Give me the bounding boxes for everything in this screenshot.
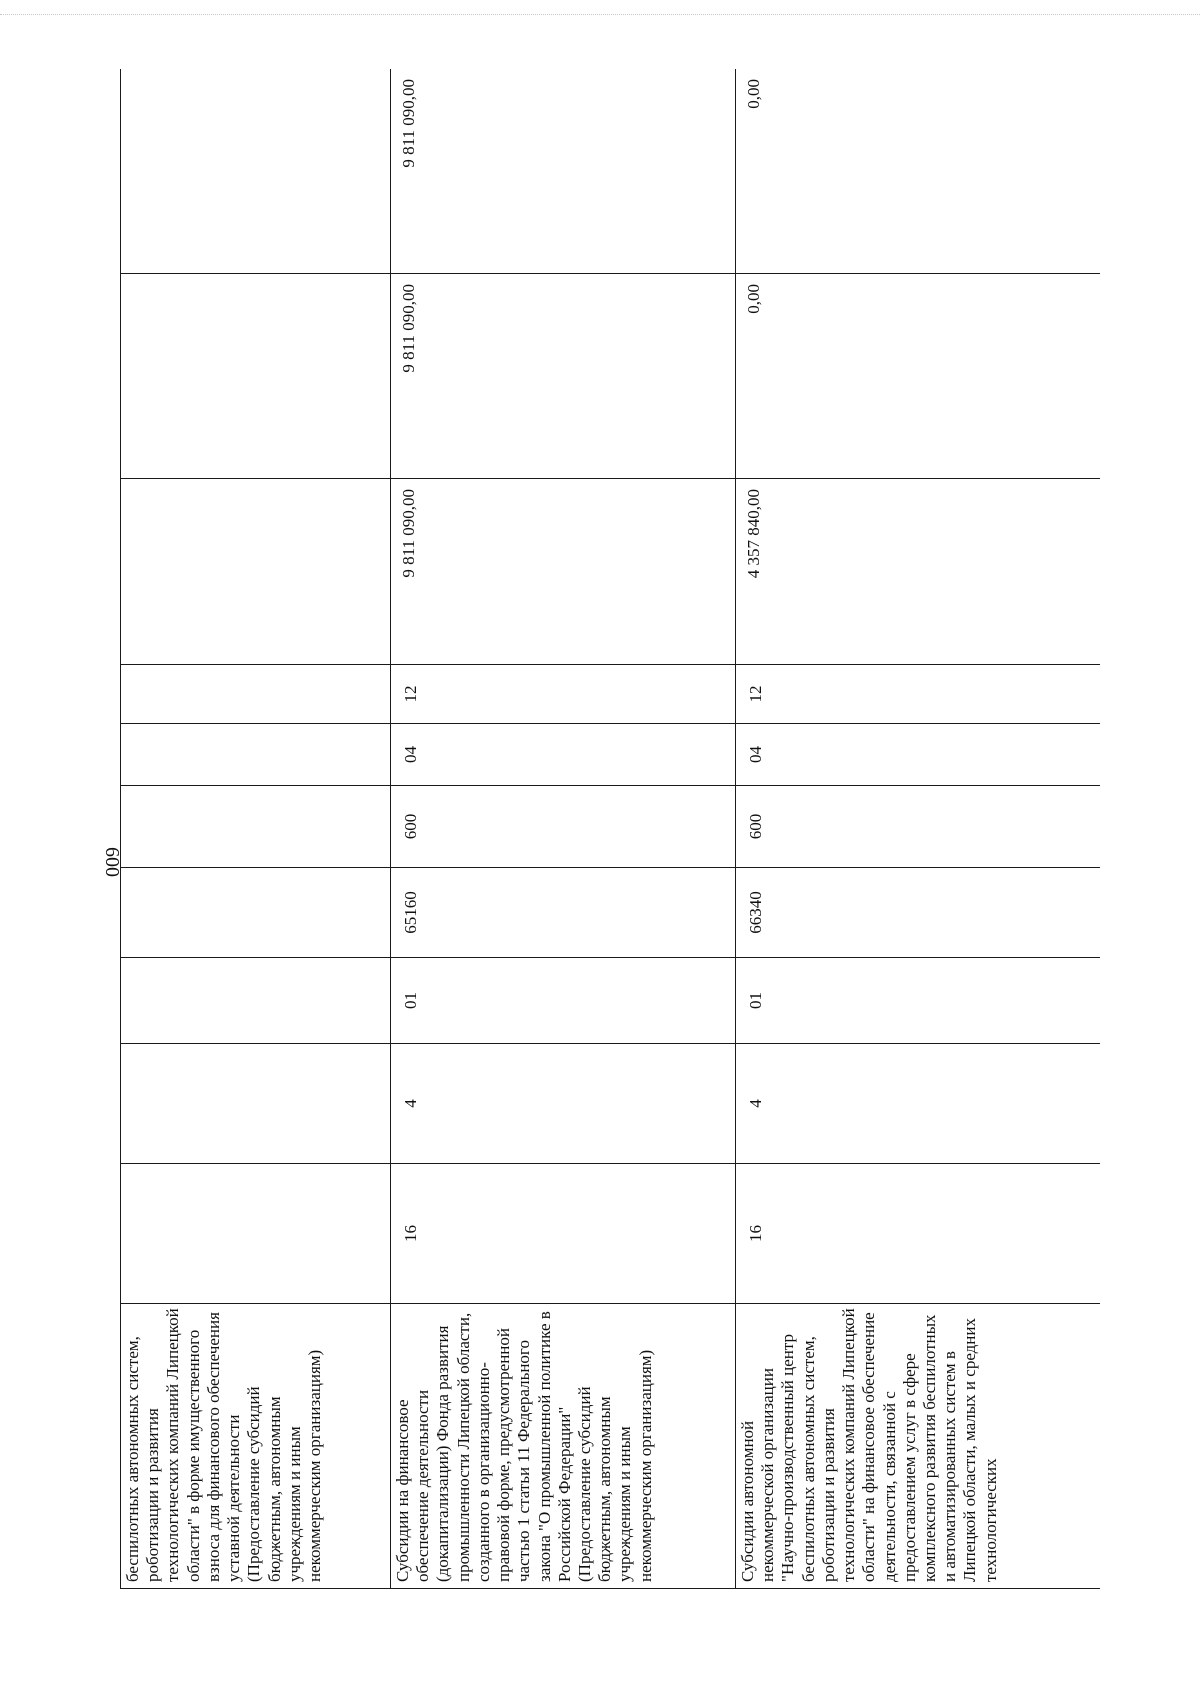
cell-code: 04	[391, 724, 736, 786]
cell-code: 66340	[736, 868, 1101, 958]
cell-code: 04	[736, 724, 1101, 786]
cell-code: 600	[736, 786, 1101, 868]
page-number: 600	[101, 847, 123, 877]
cell-code	[121, 868, 391, 958]
cell-amount	[121, 479, 391, 665]
cell-code	[121, 724, 391, 786]
cell-amount	[121, 274, 391, 479]
cell-amount: 0,00	[736, 274, 1101, 479]
cell-amount: 9 811 090,00	[391, 274, 736, 479]
scan-edge-line	[0, 14, 1200, 15]
cell-code	[121, 1044, 391, 1164]
cell-amount: 4 357 840,00	[736, 479, 1101, 665]
table-row	[736, 69, 1101, 1589]
cell-code: 4	[391, 1044, 736, 1164]
cell-code	[121, 786, 391, 868]
row-description: беспилотных автономных систем, роботизации и развития технологических компаний Липецкой области" в форме имущественного взноса для финансового обеспечения уставной деятельности (Предоставление субсидий бюджетным, автономным учреждениям и иным некоммерческим организациям)	[121, 1304, 391, 1589]
cell-code	[121, 958, 391, 1044]
cell-code: 600	[391, 786, 736, 868]
row-description: Субсидии автономной некоммерческой организации "Научно-производственный центр беспилотных автономных систем, роботизации и развития технологических компаний Липецкой области" на финансовое обеспечение деятельности, связанной с предоставлением услуг в сфере комплексного развития беспилотных и автоматизированных систем в Липецкой области, малых и средних технологических	[736, 1304, 1101, 1589]
budget-table-rotated	[120, 69, 1100, 1589]
cell-code: 01	[391, 958, 736, 1044]
table-row	[391, 69, 736, 1589]
cell-code: 12	[391, 665, 736, 724]
cell-amount: 9 811 090,00	[391, 479, 736, 665]
cell-code	[121, 665, 391, 724]
cell-amount: 9 811 090,00	[391, 69, 736, 274]
cell-code: 65160	[391, 868, 736, 958]
cell-code: 4	[736, 1044, 1101, 1164]
cell-code: 01	[736, 958, 1101, 1044]
cell-code: 12	[736, 665, 1101, 724]
row-description: Субсидии на финансовое обеспечение деятельности (докапитализации) Фонда развития промышленности Липецкой области, созданного в организационно-правовой форме, предусмотренной частью 1 статьи 11 Федерального закона "О промышленной политике в Российской Федерации" (Предоставление субсидий бюджетным, автономным учреждениям и иным некоммерческим организациям)	[391, 1304, 736, 1589]
budget-table	[120, 69, 1100, 1589]
cell-code: 16	[736, 1164, 1101, 1304]
table-row	[121, 69, 391, 1589]
cell-amount	[121, 69, 391, 274]
cell-amount: 0,00	[736, 69, 1101, 274]
cell-code: 16	[391, 1164, 736, 1304]
budget-table-frame	[120, 69, 1100, 1589]
cell-code	[121, 1164, 391, 1304]
